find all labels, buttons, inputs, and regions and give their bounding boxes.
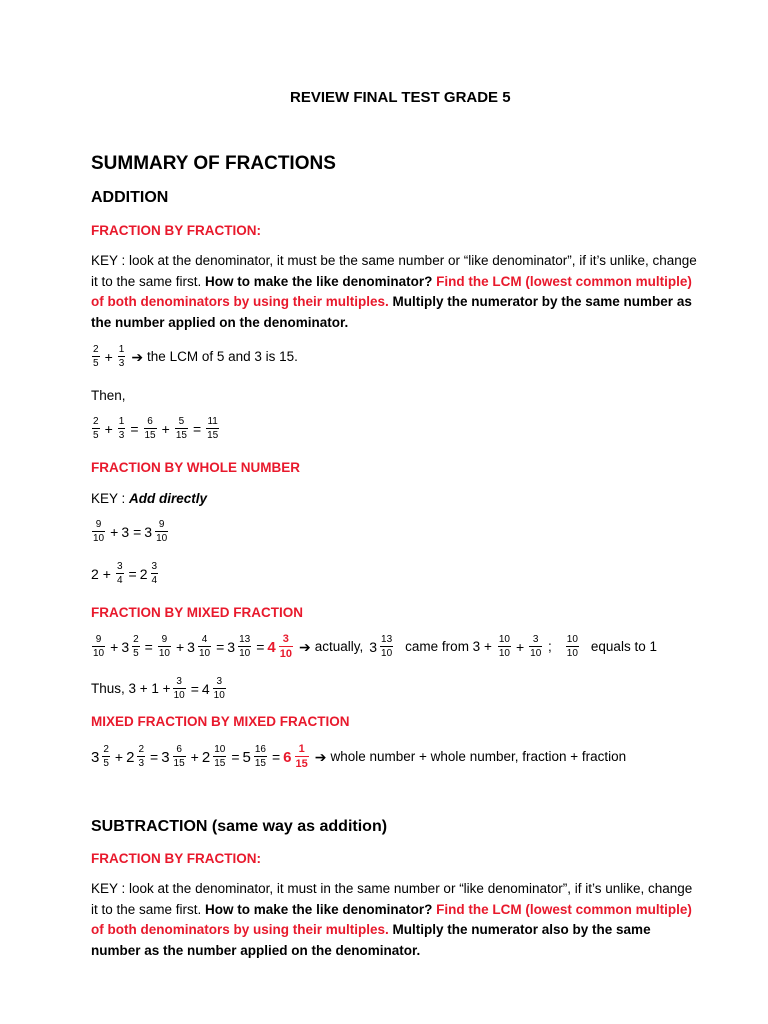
document-title: REVIEW FINAL TEST GRADE 5 (290, 89, 511, 106)
then-text: Then, (91, 388, 126, 403)
subtraction-fraction-heading: FRACTION BY FRACTION: (91, 851, 261, 866)
arrow-right-icon: ➔ (314, 749, 327, 765)
fraction: $\frac{1}{3}$ (118, 344, 125, 369)
subtraction-key-paragraph: KEY : look at the denominator, it must in the same number or “like denominator”, if it’s unlike, change it to the same first. How to make the like denominator? Find the LCM (lowest common multiple) of both denominators by using their multiples. Multiply the numerator also by the same number as the number applied on the denominator. (91, 881, 693, 958)
equation-fraction-sum: $\frac{2}{5}$ + $\frac{1}{3}$ = $\frac{6}{15}$ + $\frac{5}{15}$ = $\frac{11}{15}$ (93, 416, 219, 441)
fraction-by-mixed-heading: FRACTION BY MIXED FRACTION (91, 605, 303, 620)
addition-key-paragraph (91, 251, 701, 333)
key-multiply-tip: Multiply the numerator by the same number as the number applied on the denominator. (91, 294, 692, 330)
key-text: KEY : look at the denominator, it must be the same number or “like denominator”, if it’s unlike, change it to the same first. (91, 253, 697, 289)
subtraction-heading: SUBTRACTION (same way as addition) (91, 818, 388, 835)
fraction-by-whole-heading: FRACTION BY WHOLE NUMBER (91, 460, 300, 475)
arrow-right-icon: ➔ (131, 349, 144, 365)
add-directly-key: KEY : Add directly (91, 491, 208, 506)
mixed-by-mixed-heading: MIXED FRACTION BY MIXED FRACTION (91, 714, 350, 729)
summary-heading: SUMMARY OF FRACTIONS (91, 153, 336, 174)
equation-thus: Thus, 3 + 1 + $\frac{3}{10}$ = 4 $\frac{3}{10}$ (91, 676, 225, 701)
lcm-note: the LCM of 5 and 3 is 15. (147, 349, 298, 365)
equation-whole-2: 2 + $\frac{3}{4}$ = 2 $\frac{3}{4}$ (91, 561, 158, 586)
equation-lcm: $\frac{2}{5}$ + $\frac{1}{3}$ ➔ the LCM of 5 and 3 is 15. (93, 344, 298, 369)
equation-mixed-1: $\frac{9}{10}$ + 3 $\frac{2}{5}$ = $\frac{9}{10}$ + 3 $\frac{4}{10}$ = 3 $\frac{13}{10}$ = 4 $\frac{3}{10}$ ➔ actually, 3 $\frac{13}{10}$ came from 3 + $\frac{10}{10}$ + $\frac{3}{10}$ ; $\frac{10}{10}$ equals to 1 (93, 633, 657, 660)
addition-heading: ADDITION (91, 189, 169, 206)
fraction-by-fraction-heading: FRACTION BY FRACTION: (91, 223, 261, 238)
fraction: $\frac{2}{5}$ (93, 344, 99, 369)
equation-mixed-2: 3 $\frac{2}{5}$ + 2 $\frac{2}{3}$ = 3 $\frac{6}{15}$ + 2 $\frac{10}{15}$ = 5 $\frac{16}{15}$ = 6 $\frac{1}{15}$ ➔ whole number + whole number, fraction + fraction (91, 743, 627, 770)
equation-whole-1: $\frac{9}{10}$ + 3 = 3 $\frac{9}{10}$ (93, 519, 168, 544)
key-question: How to make the like denominator? (205, 273, 437, 289)
arrow-right-icon: ➔ (298, 639, 311, 655)
key-lcm-tip: Find the LCM (lowest common multiple) of both denominators by using their multiples. (91, 273, 692, 309)
